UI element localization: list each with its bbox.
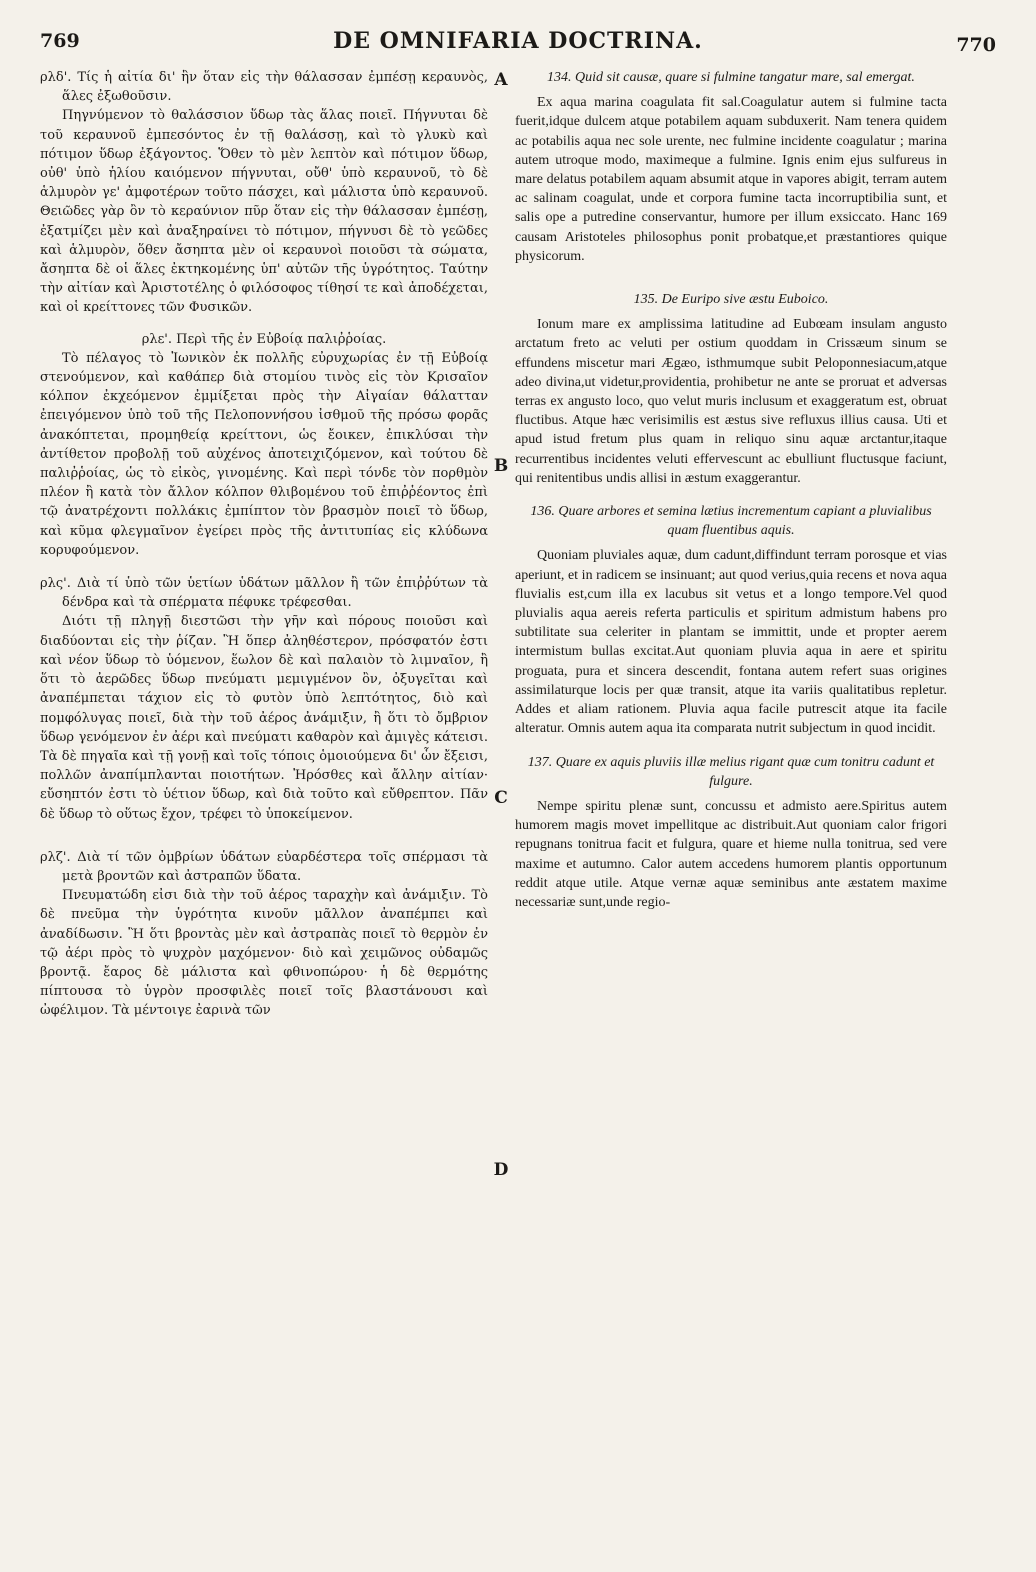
greek-answer-134: Πηγνύμενον τὸ θαλάσσιον ὕδωρ τὰς ἅλας ποιεῖ. Πήγνυται δὲ τοῦ κεραυνοῦ ἐμπεσόντος ἐν τῇ θαλάσσῃ, καὶ τὸ γλυκὺ καὶ πότιμον ὕδωρ ἐξάγοντος. Ὅθεν τὸ μὲν λεπτὸν καὶ πότιμον ὕδωρ, οὐθ' ὑπὸ ἡλίου καιόμενον πήγνυται, οὔθ' ὑπὸ κεραυνοῦ, τὸ δὲ ἁλμυρὸν γε' ἀμφοτέρων τοῦτο πάσχει, καὶ μάλιστα ὑπὸ κεραυνοῦ. Θειῶδες γὰρ ὂν τὸ κεραύνιον πῦρ ὅταν εἰς τὴν θάλασσαν ἐμπέσῃ, ἐξατμίζει μὲν καὶ ἀναξηραίνει τὸ πότιμον, πήγνυσι δὲ τὸ γεῶδες καὶ ἁλμυρὸν, ὅθεν ἄσηπτα μὲν οἱ κεραυνοὶ ποιοῦσι τὰ σώματα, ἄσηπτα δὲ οἱ ἅλες ἐκτηκομένης ὑπ' αὐτῶν τῆς ὑγρότητος. Ταύτην τὴν αἰτίαν καὶ Ἀριστοτέλης ὁ φιλόσοφος τίθησί τε καὶ ἀποδέχεται, καὶ οἱ κρείττονες τῶν Φυσικῶν.	[40, 108, 488, 316]
latin-answer-135: Ionum mare ex amplissima latitudine ad Eubœam insulam angusto arctatum freto ac veluti per ostium quoddam in Crissæum sinum se effundens miscetur mari Ægæo, isthmumque subit Peloponnesiacum,atque adeo divina,ut videtur,providentia, prohibetur ne ante se proruat et adversas terras ex angusto loco, quo velut muris inclusum et exaggeratum est, obruat fluctibus. Atque hæc verisimilis est æstus sive refluxus illius causa. Uti et apud istud fretum plus quam in reliquo sinu aquæ arctantur,itaque recurrentibus incidentes veluti effervescunt ac ebulliunt fluctusque faciunt, qui renitentibus undis allisi in æstum exaggerantur.	[515, 317, 947, 486]
latin-column	[515, 66, 947, 1532]
running-title: DE OMNIFARIA DOCTRINA.	[333, 28, 703, 54]
latin-question-136: 136. Quare arbores et semina lætius incrementum capiant a pluvialibus quam fluentibus aquis.	[530, 504, 932, 539]
latin-question-135: 135. De Euripo sive æstu Euboico.	[633, 292, 829, 308]
section-marker-a: A	[494, 70, 508, 90]
page-number-right: 770	[956, 34, 996, 56]
section-marker-c: C	[494, 788, 508, 808]
greek-answer-137: Πνευματώδη εἰσι διὰ τὴν τοῦ ἀέρος ταραχὴν καὶ ἀνάμιξιν. Τὸ δὲ πνεῦμα τὴν ὑγρότητα κινοῦν μᾶλλον ἀναπέμπει καὶ ἀναδίδωσιν. Ἢ ὅτι βροντὰς μὲν καὶ ἀστραπὰς ποιεῖ τὸ θερμὸν ἐν τῷ ἀέρι πρὸς τὸ ψυχρὸν μαχόμενον· διὸ καὶ χειμῶνος οὐδαμῶς βροντᾷ. ἔαρος δὲ μάλιστα καὶ φθινοπώρου· ἡ δὲ θερμότης πίπτουσα τὸ ὑγρὸν προσφιλὲς ποιεῖ τοῖς βλαστάνουσι καὶ ὠφέλιμον. Τὰ μέντοιγε ἐαρινὰ τῶν	[40, 888, 488, 1019]
greek-answer-135: Τὸ πέλαγος τὸ Ἰωνικὸν ἐκ πολλῆς εὐρυχωρίας ἐν τῇ Εὐβοίᾳ στενούμενον, καὶ καθάπερ διὰ στομίου τινὸς εἰς τὸν Κρισαῖον κόλπον ἐκχεόμενον ἐμμίξεται πρὸς τὴν Αἰγαίαν θάλατταν ἐπειγόμενον ὑπὸ τοῦ τῆς Πελοποννήσου ἰσθμοῦ τῆς πρόσω φορᾶς ἀνακόπτεται, προμηθείᾳ κρείττονι, ὡς ἔοικεν, ἐπικλύσαι τὴν ἀντίθετον προβολῇ τοῦ αὐχένος ἀποτειχιζόμενον, καὶ τούτου δὲ παλιῤῥοίας, ὡς τὸ εἰκὸς, γινομένης. Καὶ περὶ τόνδε τὸν πορθμὸν πλέον ἢ κατὰ τὸν ἄλλον κόλπον θλιβομένου τοῦ ἐπιῤῥέοντος ἐπὶ τῷ ἀνατρέχοντι πολλάκις ἐμπίπτον τὸν βρασμὸν ποιεῖ τὸ ὕδωρ, καὶ κῦμα φλεγμαῖνον ἐγείρει πρὸς τῆς ἀντιτυπίας εἰς κλύδωνα κορυφούμενον.	[40, 350, 488, 558]
greek-question-134: ρλδ'. Τίς ἡ αἰτία δι' ἣν ὅταν εἰς τὴν θάλασσαν ἐμπέσῃ κεραυνὸς, ἅλες ἐξωθοῦσιν.	[40, 70, 488, 105]
greek-answer-136: Διότι τῇ πληγῇ διεστῶσι τὴν γῆν καὶ πόρους ποιοῦσι καὶ διαδύονται εἰς τὴν ῥίζαν. Ἢ ὅπερ ἀληθέστερον, πρόσφατόν ἐστι καὶ νέον ὕδωρ τὸ ὑόμενον, ἕωλον δὲ καὶ παλαιὸν τὸ λιμναῖον, ἢ ὅτι τὸ ἀερῶδες ὕδωρ πνεύματι μεμιγμένον ὂν, ὀξυγεῖται καὶ ἀναπέμπεται τάχιον εἰς τὸ φυτὸν ὑπὸ λεπτότητος, διὸ καὶ πομφόλυγας ποιεῖ, διὰ τὴν τοῦ ἀέρος ἀνάμιξιν, ἢ ὅτι τὸ ὄμβριον ὕδωρ γενόμενον ἐν ἀέρι καὶ πνεύματι καθαρὸν καὶ ἀμιγὲς κάτεισι. Τὰ δὲ πηγαῖα καὶ τῇ γονῇ καὶ τοῖς τόποις ὁμοιούμενα δι' ὧν ἔξεισι, πολλῶν ἀναπίμπλανται ποιοτήτων. Ἠρόσθες καὶ ἄλλην αἰτίαν· εὔσηπτόν ἐστι τὸ ὑέτιον ὕδωρ, καὶ διὰ τοῦτο καὶ εὔθρεπτον. Πᾶν δὲ ὕδωρ τὸ οὕτως ἔχον, τρέφει τὸ ὑποκείμενον.	[40, 614, 488, 822]
greek-question-137: ρλζ'. Διὰ τί τῶν ὀμβρίων ὑδάτων εὐαρδέστερα τοῖς σπέρμασι τὰ μετὰ βροντῶν καὶ ἀστραπῶν ὕδατα.	[40, 849, 488, 884]
section-marker-b: B	[493, 456, 509, 476]
section-marker-d: D	[493, 1160, 509, 1180]
latin-answer-137: Nempe spiritu plenæ sunt, concussu et admisto aere.Spiritus autem humorem magis movet impellitque ac distribuit.Aut quoniam calor frigori repugnans tonitrua facit et fulgura, quare et hieme nulla tonitrua, sed vere maxime et autumno. Calor autem accedens humorem plantis opportunum reddit atque utile. Atque vernæ aquæ seminibus ante æstatem maxime necessariæ sunt,unde regio-	[515, 798, 947, 910]
latin-question-137: 137. Quare ex aquis pluviis illæ melius rigant quæ cum tonitru cadunt et fulgure.	[527, 754, 935, 789]
page-number-left: 769	[40, 30, 80, 52]
latin-answer-134: Ex aqua marina coagulata fit sal.Coagulatur autem si fulmine tacta fuerit,idque dulcem atque potabilem aquam subduxerit. Nam tenera quidem ac potabilis aqua nec sole urente, nec fulmine incidente coagulatur ; marina autem utroque modo, maximeque a fulmine. Ignis enim ejus sulfureus in mare delatus potabilem aquam absumit atque in vapores abigit, terram autem ac salinam coagulat, unde et corpora fumine tacta incorruptibilia sunt, et salis ope a putredine conservantur, humore per illum exsiccato. Hanc 169 causam Aristoteles philosophus ponit probatque,et præstantiores quique physicorum.	[515, 95, 947, 264]
latin-answer-136: Quoniam pluviales aquæ, dum cadunt,diffindunt terram porosque et vias aperiunt, et in radicem se insinuant; aut quod verius,quia recens et nova aqua fluvialis est,cum illa ex lacubus sit vetus et a longo tempore.Vel quod pluvialis aqua aereis referta particulis et spiritum admistum habens pro subtilitate sua celeriter in plantam se immittit, unde et propter aerem intermistum bullas excitat.Aut quoniam pluvia aqua in aere et spiritu proguata, pura et sincera descendit, fontana autem refert suas origines assimilaturque locis per quæ transit, atque ita variis qualitatibus repletur. Addes et aliam rationem. Pluvia aqua facile putrescit atque ita facile alteratur. Omnis autem aqua ita comparata nutrit subjectum in quod incidit.	[515, 548, 947, 737]
greek-question-136: ρλς'. Διὰ τί ὑπὸ τῶν ὑετίων ὑδάτων μᾶλλον ἢ τῶν ἐπιῤῥύτων τὰ δένδρα καὶ τὰ σπέρματα πέφυκε τρέφεσθαι.	[40, 576, 488, 611]
greek-question-135: ρλε'. Περὶ τῆς ἐν Εὐβοίᾳ παλιῤῥοίας.	[141, 331, 387, 347]
latin-question-134: 134. Quid sit causæ, quare si fulmine tangatur mare, sal emergat.	[547, 70, 915, 85]
page-header	[40, 24, 996, 64]
greek-column	[40, 66, 488, 1532]
